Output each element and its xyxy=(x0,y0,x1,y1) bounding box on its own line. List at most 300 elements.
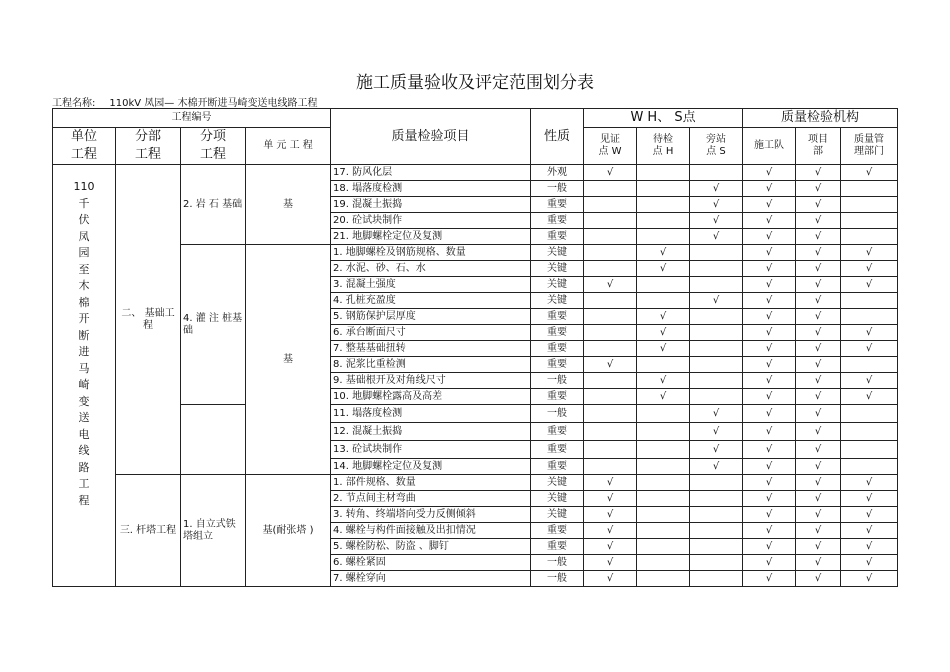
check-qmd-cell xyxy=(841,277,898,293)
check-s-cell xyxy=(690,181,743,197)
check-team-cell xyxy=(743,441,796,459)
quality-inspection-table xyxy=(52,108,898,587)
check-mark-icon: √ xyxy=(865,556,873,568)
inspection-item-cell: 19. 混凝土振捣 xyxy=(331,197,531,213)
check-dept-cell xyxy=(796,475,841,491)
check-mark-icon: √ xyxy=(712,425,720,437)
check-dept-cell xyxy=(796,491,841,507)
check-mark-icon: √ xyxy=(765,524,773,536)
inspection-item-cell: 18. 塌落度检测 xyxy=(331,181,531,197)
check-mark-icon: √ xyxy=(765,230,773,242)
check-qmd-cell xyxy=(841,389,898,405)
check-mark-icon: √ xyxy=(765,326,773,338)
check-qmd-cell xyxy=(841,539,898,555)
check-dept-cell xyxy=(796,523,841,539)
check-dept-cell xyxy=(796,357,841,373)
check-mark-icon: √ xyxy=(606,358,614,370)
check-w-cell xyxy=(584,261,637,277)
check-qmd-cell xyxy=(841,441,898,459)
check-w-cell xyxy=(584,245,637,261)
check-s-cell xyxy=(690,165,743,181)
header-whs-points: W H、 S点 xyxy=(584,109,743,128)
check-s-cell xyxy=(690,229,743,245)
check-qmd-cell xyxy=(841,571,898,587)
check-qmd-cell xyxy=(841,213,898,229)
check-mark-icon: √ xyxy=(659,390,667,402)
check-mark-icon: √ xyxy=(606,556,614,568)
check-s-cell xyxy=(690,507,743,523)
check-mark-icon: √ xyxy=(814,166,822,178)
subitem-pile-foundation-ext-cell xyxy=(181,405,246,475)
check-w-cell xyxy=(584,523,637,539)
check-mark-icon: √ xyxy=(606,476,614,488)
nature-cell: 一般 xyxy=(531,181,584,197)
element-tower-assembly-cell: 基(耐张塔 ) xyxy=(246,475,331,587)
nature-cell: 重要 xyxy=(531,459,584,475)
nature-cell: 关键 xyxy=(531,491,584,507)
table-row xyxy=(53,475,898,491)
check-mark-icon: √ xyxy=(814,492,822,504)
check-h-cell xyxy=(637,325,690,341)
check-dept-cell xyxy=(796,213,841,229)
check-h-cell xyxy=(637,423,690,441)
inspection-item-cell: 4. 螺栓与构件面接触及出扣情况 xyxy=(331,523,531,539)
nature-cell: 重要 xyxy=(531,213,584,229)
check-team-cell xyxy=(743,571,796,587)
header-quality-mgmt-dept: 质量管 理部门 xyxy=(841,128,898,165)
header-nature: 性质 xyxy=(531,109,584,165)
check-mark-icon: √ xyxy=(865,342,873,354)
check-h-cell xyxy=(637,389,690,405)
nature-cell: 重要 xyxy=(531,229,584,245)
check-qmd-cell xyxy=(841,261,898,277)
check-mark-icon: √ xyxy=(814,214,822,226)
check-mark-icon: √ xyxy=(712,230,720,242)
nature-cell: 关键 xyxy=(531,277,584,293)
check-qmd-cell xyxy=(841,197,898,213)
check-mark-icon: √ xyxy=(765,166,773,178)
check-mark-icon: √ xyxy=(712,443,720,455)
inspection-item-cell: 11. 塌落度检测 xyxy=(331,405,531,423)
check-mark-icon: √ xyxy=(865,508,873,520)
check-h-cell xyxy=(637,405,690,423)
check-mark-icon: √ xyxy=(606,572,614,584)
check-mark-icon: √ xyxy=(765,310,773,322)
check-team-cell xyxy=(743,277,796,293)
check-h-cell xyxy=(637,491,690,507)
check-s-cell xyxy=(690,555,743,571)
check-qmd-cell xyxy=(841,405,898,423)
check-mark-icon: √ xyxy=(659,374,667,386)
check-qmd-cell xyxy=(841,475,898,491)
header-inspection-item: 质量检验项目 xyxy=(331,109,531,165)
check-team-cell xyxy=(743,423,796,441)
check-qmd-cell xyxy=(841,555,898,571)
check-mark-icon: √ xyxy=(865,524,873,536)
check-qmd-cell xyxy=(841,523,898,539)
header-inspection-org: 质量检验机构 xyxy=(743,109,898,128)
check-mark-icon: √ xyxy=(712,294,720,306)
check-h-cell xyxy=(637,245,690,261)
check-dept-cell xyxy=(796,405,841,423)
check-s-cell xyxy=(690,325,743,341)
check-team-cell xyxy=(743,539,796,555)
inspection-item-cell: 7. 螺栓穿向 xyxy=(331,571,531,587)
check-dept-cell xyxy=(796,261,841,277)
check-mark-icon: √ xyxy=(814,524,822,536)
check-w-cell xyxy=(584,293,637,309)
check-mark-icon: √ xyxy=(765,460,773,472)
check-mark-icon: √ xyxy=(606,524,614,536)
check-mark-icon: √ xyxy=(712,182,720,194)
check-h-cell xyxy=(637,459,690,475)
check-h-cell xyxy=(637,441,690,459)
check-mark-icon: √ xyxy=(814,508,822,520)
table-row xyxy=(53,165,898,181)
check-dept-cell xyxy=(796,309,841,325)
element-pile-foundation-cell: 基 xyxy=(246,245,331,475)
inspection-item-cell: 9. 基础根开及对角线尺寸 xyxy=(331,373,531,389)
check-qmd-cell xyxy=(841,229,898,245)
header-element-project: 单 元 工 程 xyxy=(246,128,331,165)
check-team-cell xyxy=(743,523,796,539)
check-dept-cell xyxy=(796,539,841,555)
check-h-cell xyxy=(637,357,690,373)
nature-cell: 重要 xyxy=(531,197,584,213)
check-h-cell xyxy=(637,165,690,181)
check-w-cell xyxy=(584,555,637,571)
check-mark-icon: √ xyxy=(765,198,773,210)
check-team-cell xyxy=(743,325,796,341)
check-qmd-cell xyxy=(841,325,898,341)
check-mark-icon: √ xyxy=(765,246,773,258)
check-h-cell xyxy=(637,229,690,245)
check-h-cell xyxy=(637,475,690,491)
check-w-cell xyxy=(584,389,637,405)
check-s-cell xyxy=(690,245,743,261)
subitem-pile-foundation-cell: 4. 灌 注 桩基础 xyxy=(181,245,246,405)
nature-cell: 重要 xyxy=(531,441,584,459)
header-division-project: 分部 工程 xyxy=(116,128,181,165)
check-team-cell xyxy=(743,389,796,405)
inspection-item-cell: 3. 转角、终端塔向受力反侧倾斜 xyxy=(331,507,531,523)
check-s-cell xyxy=(690,309,743,325)
check-qmd-cell xyxy=(841,373,898,389)
header-subitem-project: 分项 工程 xyxy=(181,128,246,165)
inspection-item-cell: 10. 地脚螺栓露高及高差 xyxy=(331,389,531,405)
check-mark-icon: √ xyxy=(765,572,773,584)
check-w-cell xyxy=(584,475,637,491)
check-w-cell xyxy=(584,181,637,197)
check-team-cell xyxy=(743,181,796,197)
check-h-cell xyxy=(637,261,690,277)
check-mark-icon: √ xyxy=(814,310,822,322)
inspection-item-cell: 2. 节点间主材弯曲 xyxy=(331,491,531,507)
check-team-cell xyxy=(743,405,796,423)
check-qmd-cell xyxy=(841,491,898,507)
check-mark-icon: √ xyxy=(814,294,822,306)
inspection-item-cell: 14. 地脚螺栓定位及复测 xyxy=(331,459,531,475)
check-s-cell xyxy=(690,389,743,405)
check-w-cell xyxy=(584,459,637,475)
inspection-item-cell: 5. 钢筋保护层厚度 xyxy=(331,309,531,325)
check-w-cell xyxy=(584,341,637,357)
division-tower-cell: 三. 杆塔工程 xyxy=(116,475,181,587)
check-h-cell xyxy=(637,181,690,197)
check-team-cell xyxy=(743,357,796,373)
project-name-line xyxy=(52,94,317,109)
check-dept-cell xyxy=(796,277,841,293)
check-w-cell xyxy=(584,539,637,555)
nature-cell: 重要 xyxy=(531,389,584,405)
check-team-cell xyxy=(743,507,796,523)
check-dept-cell xyxy=(796,229,841,245)
check-mark-icon: √ xyxy=(814,407,822,419)
check-mark-icon: √ xyxy=(814,326,822,338)
check-s-cell xyxy=(690,423,743,441)
check-w-cell xyxy=(584,277,637,293)
check-mark-icon: √ xyxy=(865,246,873,258)
check-dept-cell xyxy=(796,165,841,181)
header-standby-point: 旁站 点 S xyxy=(690,128,743,165)
check-s-cell xyxy=(690,475,743,491)
check-mark-icon: √ xyxy=(765,374,773,386)
inspection-item-cell: 21. 地脚螺栓定位及复测 xyxy=(331,229,531,245)
check-qmd-cell xyxy=(841,293,898,309)
unit-project-cell: 110 千 伏 凤 园 至 木 棉 开 断 进 马 崎 变 送 电 线 路 工 程 xyxy=(53,165,116,587)
check-w-cell xyxy=(584,165,637,181)
check-s-cell xyxy=(690,523,743,539)
check-team-cell xyxy=(743,341,796,357)
check-w-cell xyxy=(584,325,637,341)
page-title: 施工质量验收及评定范围划分表 xyxy=(356,73,594,93)
nature-cell: 关键 xyxy=(531,507,584,523)
check-mark-icon: √ xyxy=(606,492,614,504)
inspection-item-cell: 6. 承台断面尺寸 xyxy=(331,325,531,341)
project-name-label: 工程名称: xyxy=(52,98,96,109)
nature-cell: 一般 xyxy=(531,405,584,423)
check-mark-icon: √ xyxy=(865,572,873,584)
check-h-cell xyxy=(637,555,690,571)
check-mark-icon: √ xyxy=(765,262,773,274)
check-mark-icon: √ xyxy=(865,374,873,386)
check-team-cell xyxy=(743,165,796,181)
subitem-tower-assembly-cell: 1. 自立式铁塔组立 xyxy=(181,475,246,587)
check-h-cell xyxy=(637,341,690,357)
check-mark-icon: √ xyxy=(765,294,773,306)
check-s-cell xyxy=(690,357,743,373)
check-dept-cell xyxy=(796,197,841,213)
check-h-cell xyxy=(637,373,690,389)
check-s-cell xyxy=(690,405,743,423)
check-team-cell xyxy=(743,309,796,325)
check-h-cell xyxy=(637,277,690,293)
check-qmd-cell xyxy=(841,165,898,181)
nature-cell: 一般 xyxy=(531,555,584,571)
check-dept-cell xyxy=(796,293,841,309)
nature-cell: 重要 xyxy=(531,523,584,539)
check-s-cell xyxy=(690,571,743,587)
check-mark-icon: √ xyxy=(865,166,873,178)
check-qmd-cell xyxy=(841,245,898,261)
inspection-item-cell: 2. 水泥、砂、石、水 xyxy=(331,261,531,277)
check-h-cell xyxy=(637,539,690,555)
check-mark-icon: √ xyxy=(865,540,873,552)
check-team-cell xyxy=(743,373,796,389)
check-team-cell xyxy=(743,213,796,229)
check-mark-icon: √ xyxy=(712,407,720,419)
check-qmd-cell xyxy=(841,507,898,523)
check-team-cell xyxy=(743,261,796,277)
check-s-cell xyxy=(690,459,743,475)
header-unit-project: 单位 工程 xyxy=(53,128,116,165)
check-mark-icon: √ xyxy=(606,540,614,552)
division-foundation-cell: 二、 基础工程 xyxy=(116,165,181,475)
nature-cell: 关键 xyxy=(531,475,584,491)
check-mark-icon: √ xyxy=(765,425,773,437)
check-h-cell xyxy=(637,213,690,229)
check-mark-icon: √ xyxy=(765,390,773,402)
check-h-cell xyxy=(637,571,690,587)
nature-cell: 关键 xyxy=(531,245,584,261)
check-qmd-cell xyxy=(841,459,898,475)
check-team-cell xyxy=(743,197,796,213)
check-mark-icon: √ xyxy=(659,310,667,322)
check-mark-icon: √ xyxy=(765,407,773,419)
check-h-cell xyxy=(637,507,690,523)
check-qmd-cell xyxy=(841,423,898,441)
check-s-cell xyxy=(690,491,743,507)
check-w-cell xyxy=(584,213,637,229)
check-mark-icon: √ xyxy=(865,390,873,402)
inspection-item-cell: 1. 地脚螺栓及钢筋规格、数量 xyxy=(331,245,531,261)
check-w-cell xyxy=(584,309,637,325)
check-s-cell xyxy=(690,441,743,459)
check-mark-icon: √ xyxy=(814,182,822,194)
check-w-cell xyxy=(584,405,637,423)
check-mark-icon: √ xyxy=(765,182,773,194)
check-s-cell xyxy=(690,197,743,213)
check-s-cell xyxy=(690,293,743,309)
check-team-cell xyxy=(743,491,796,507)
check-mark-icon: √ xyxy=(765,476,773,488)
inspection-item-cell: 1. 部件规格、数量 xyxy=(331,475,531,491)
check-mark-icon: √ xyxy=(814,246,822,258)
check-team-cell xyxy=(743,293,796,309)
check-mark-icon: √ xyxy=(765,358,773,370)
check-mark-icon: √ xyxy=(712,460,720,472)
inspection-item-cell: 4. 孔桩充盈度 xyxy=(331,293,531,309)
check-mark-icon: √ xyxy=(765,492,773,504)
check-mark-icon: √ xyxy=(659,246,667,258)
nature-cell: 重要 xyxy=(531,325,584,341)
nature-cell: 一般 xyxy=(531,373,584,389)
check-mark-icon: √ xyxy=(814,358,822,370)
check-mark-icon: √ xyxy=(865,262,873,274)
nature-cell: 关键 xyxy=(531,293,584,309)
inspection-item-cell: 7. 整基基础扭转 xyxy=(331,341,531,357)
check-mark-icon: √ xyxy=(814,278,822,290)
check-dept-cell xyxy=(796,341,841,357)
check-mark-icon: √ xyxy=(814,342,822,354)
check-mark-icon: √ xyxy=(865,492,873,504)
check-qmd-cell xyxy=(841,357,898,373)
check-mark-icon: √ xyxy=(814,262,822,274)
inspection-item-cell: 17. 防风化层 xyxy=(331,165,531,181)
check-dept-cell xyxy=(796,459,841,475)
check-s-cell xyxy=(690,373,743,389)
check-w-cell xyxy=(584,197,637,213)
check-s-cell xyxy=(690,277,743,293)
check-mark-icon: √ xyxy=(659,262,667,274)
check-mark-icon: √ xyxy=(765,540,773,552)
check-h-cell xyxy=(637,293,690,309)
check-mark-icon: √ xyxy=(765,278,773,290)
check-mark-icon: √ xyxy=(814,572,822,584)
check-qmd-cell xyxy=(841,309,898,325)
check-dept-cell xyxy=(796,181,841,197)
check-qmd-cell xyxy=(841,341,898,357)
check-mark-icon: √ xyxy=(659,342,667,354)
check-team-cell xyxy=(743,459,796,475)
check-dept-cell xyxy=(796,373,841,389)
header-hold-point: 待检 点 H xyxy=(637,128,690,165)
nature-cell: 重要 xyxy=(531,309,584,325)
check-h-cell xyxy=(637,523,690,539)
inspection-item-cell: 20. 砼试块制作 xyxy=(331,213,531,229)
check-mark-icon: √ xyxy=(765,342,773,354)
inspection-item-cell: 3. 混凝土强度 xyxy=(331,277,531,293)
check-dept-cell xyxy=(796,245,841,261)
check-mark-icon: √ xyxy=(765,508,773,520)
check-mark-icon: √ xyxy=(814,198,822,210)
nature-cell: 重要 xyxy=(531,341,584,357)
nature-cell: 一般 xyxy=(531,571,584,587)
check-dept-cell xyxy=(796,441,841,459)
check-dept-cell xyxy=(796,389,841,405)
check-dept-cell xyxy=(796,507,841,523)
check-s-cell xyxy=(690,213,743,229)
check-mark-icon: √ xyxy=(814,556,822,568)
check-dept-cell xyxy=(796,325,841,341)
check-w-cell xyxy=(584,423,637,441)
check-mark-icon: √ xyxy=(606,166,614,178)
header-project-number: 工程编号 xyxy=(53,109,331,128)
nature-cell: 外观 xyxy=(531,165,584,181)
check-mark-icon: √ xyxy=(814,425,822,437)
check-s-cell xyxy=(690,341,743,357)
check-w-cell xyxy=(584,507,637,523)
nature-cell: 重要 xyxy=(531,357,584,373)
check-mark-icon: √ xyxy=(814,460,822,472)
nature-cell: 关键 xyxy=(531,261,584,277)
subitem-rock-foundation-cell: 2. 岩 石 基础 xyxy=(181,165,246,245)
check-mark-icon: √ xyxy=(865,476,873,488)
check-s-cell xyxy=(690,261,743,277)
check-dept-cell xyxy=(796,555,841,571)
check-mark-icon: √ xyxy=(712,214,720,226)
check-mark-icon: √ xyxy=(814,390,822,402)
check-mark-icon: √ xyxy=(865,326,873,338)
inspection-item-cell: 12. 混凝土振捣 xyxy=(331,423,531,441)
check-mark-icon: √ xyxy=(659,326,667,338)
check-h-cell xyxy=(637,197,690,213)
check-team-cell xyxy=(743,245,796,261)
check-mark-icon: √ xyxy=(606,278,614,290)
check-s-cell xyxy=(690,539,743,555)
check-team-cell xyxy=(743,555,796,571)
check-dept-cell xyxy=(796,571,841,587)
